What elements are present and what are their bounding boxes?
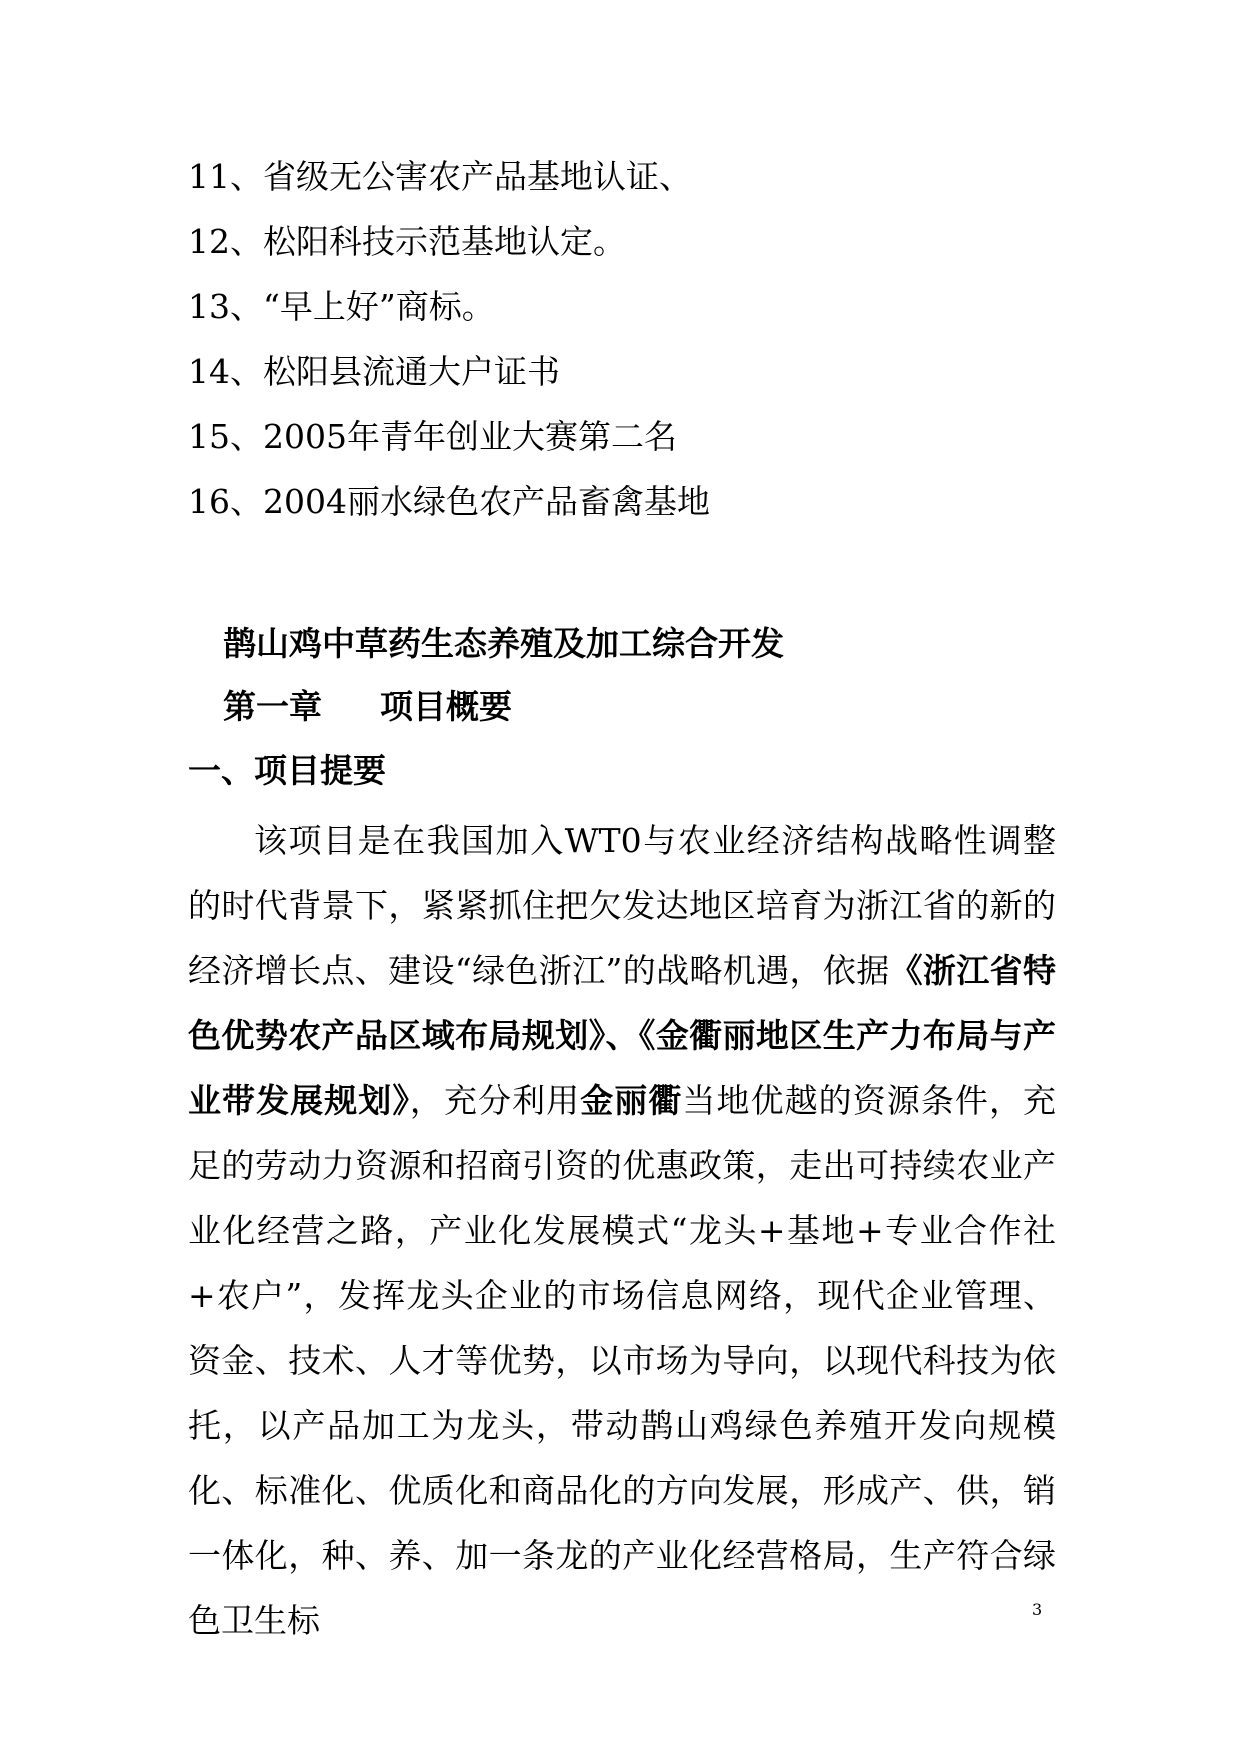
project-title: 鹊山鸡中草药生态养殖及加工综合开发	[223, 624, 784, 663]
chapter-heading	[223, 681, 512, 728]
page-number: 3	[1032, 1600, 1043, 1619]
body-paragraph	[188, 808, 1056, 1653]
list-item: 15、2005年青年创业大赛第二名	[188, 417, 677, 456]
paragraph-text: 当地优越的资源条件，充足的劳动力资源和招商引资的优惠政策，走出可持续农业产业化经营之路，产业化发展模式“龙头+基地+专业合作社+农户”，发挥龙头企业的市场信息网络，现代企业管理、资金、技术、人才等优势，以市场为导向，以现代科技为依托，以产品加工为龙头，带动鹊山鸡绿色养殖开发向规模化、标准化、优质化和商品化的方向发展，形成产、供，销一体化，种、养、加一条龙的产业化经营格局，生产符合绿色卫生标	[188, 1081, 1057, 1640]
list-item: 11、省级无公害农产品基地认证、	[188, 157, 692, 196]
list-item: 12、松阳科技示范基地认定。	[188, 222, 626, 261]
chapter-name: 项目概要	[380, 687, 512, 726]
list-item: 13、“早上好”商标。	[188, 287, 495, 326]
achievement-list	[188, 157, 710, 550]
bold-plan-titles: 《浙江省特色优势农产品区域布局规划》、《金衢丽地区生产力布局与产业带发展规划》	[188, 951, 1057, 1120]
list-item: 14、松阳县流通大户证书	[188, 352, 560, 391]
section-heading: 一、项目提要	[188, 751, 386, 790]
list-item: 16、2004丽水绿色农产品畜禽基地	[188, 482, 710, 521]
paragraph-text: ，充分利用	[409, 1081, 581, 1120]
bold-region-name: 金丽衢	[580, 1081, 683, 1120]
chapter-number: 第一章	[223, 687, 322, 726]
paragraph-text: 该项目是在我国加入WT0与农业经济结构战略性调整的时代背景下，紧紧抓住把欠发达地区培育为浙江省的新的经济增长点、建设“绿色浙江”的战略机遇，依据	[188, 821, 1056, 990]
